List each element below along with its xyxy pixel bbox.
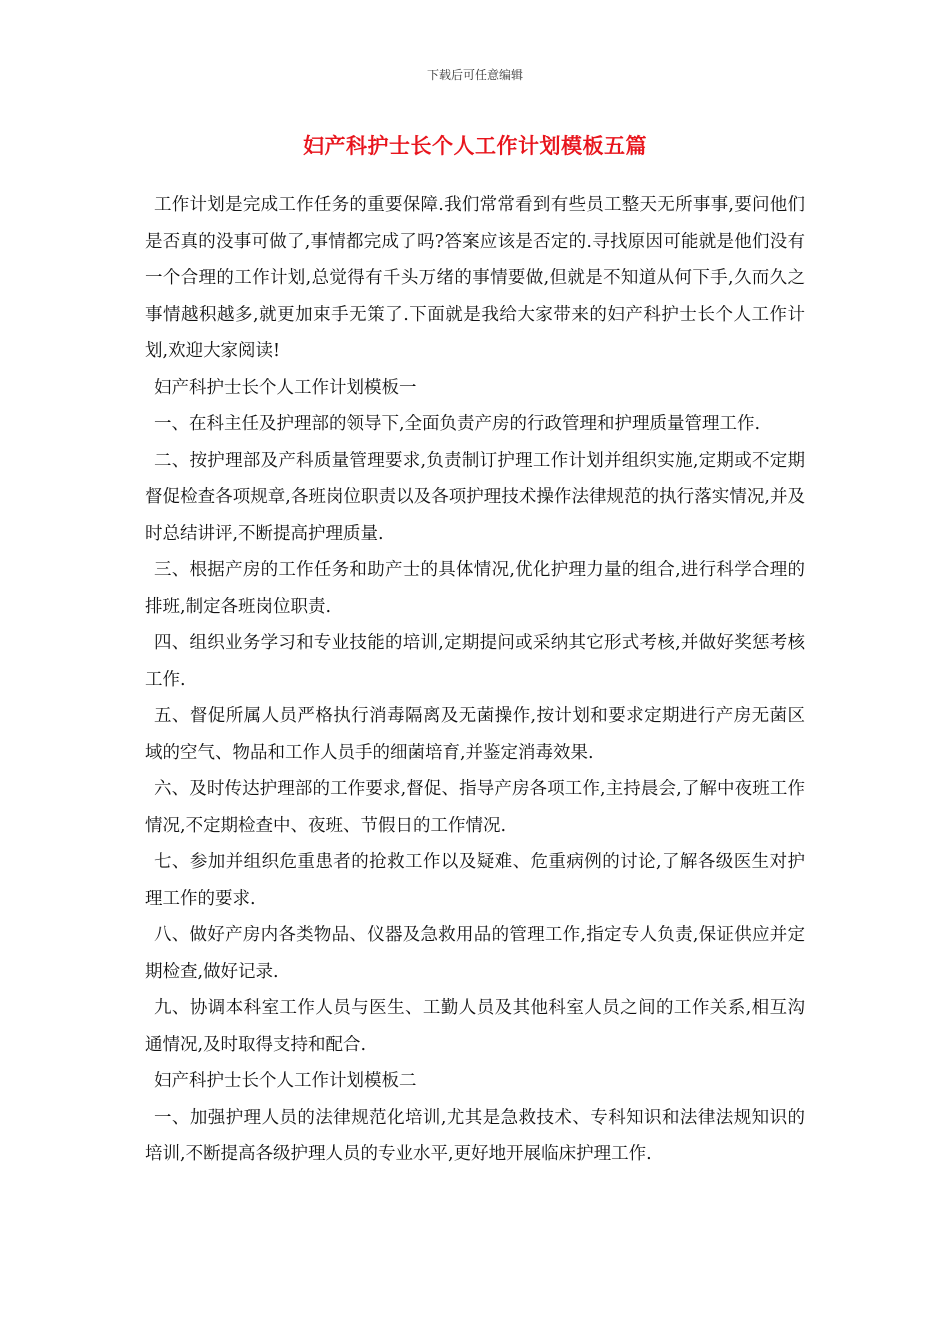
list-item: 九、协调本科室工作人员与医生、工勤人员及其他科室人员之间的工作关系,相互沟通情况,及时取得支持和配合.	[145, 998, 805, 1055]
list-item: 一、在科主任及护理部的领导下,全面负责产房的行政管理和护理质量管理工作.	[154, 414, 761, 434]
list-item: 二、按护理部及产科质量管理要求,负责制订护理工作计划并组织实施,定期或不定期督促检查各项规章,各班岗位职责以及各项护理技术操作法律规范的执行落实情况,并及时总结讲评,不断提高护理质量.	[145, 450, 805, 544]
list-item: 七、参加并组织危重患者的抢救工作以及疑难、危重病例的讨论,了解各级医生对护理工作的要求.	[145, 852, 805, 909]
list-item: 一、加强护理人员的法律规范化培训,尤其是急救技术、专科知识和法律法规知识的培训,不断提高各级护理人员的专业水平,更好地开展临床护理工作.	[145, 1107, 805, 1164]
list-item: 八、做好产房内各类物品、仪器及急救用品的管理工作,指定专人负责,保证供应并定期检查,做好记录.	[145, 925, 805, 982]
document-body	[145, 187, 805, 1173]
list-item: 六、及时传达护理部的工作要求,督促、指导产房各项工作,主持晨会,了解中夜班工作情况,不定期检查中、夜班、节假日的工作情况.	[145, 779, 805, 836]
section-heading-template-1: 妇产科护士长个人工作计划模板一	[154, 377, 417, 398]
section-heading-template-2: 妇产科护士长个人工作计划模板二	[154, 1071, 417, 1091]
header-note: 下载后可任意编辑	[426, 68, 523, 82]
list-item: 五、督促所属人员严格执行消毒隔离及无菌操作,按计划和要求定期进行产房无菌区域的空气、物品和工作人员手的细菌培育,并鉴定消毒效果.	[145, 706, 805, 763]
document-title: 妇产科护士长个人工作计划模板五篇	[303, 133, 647, 158]
list-item: 三、根据产房的工作任务和助产士的具体情况,优化护理力量的组合,进行科学合理的排班,制定各班岗位职责.	[145, 560, 805, 617]
intro-paragraph: 工作计划是完成工作任务的重要保障.我们常常看到有些员工整天无所事事,要问他们是否真的没事可做了,事情都完成了吗?答案应该是否定的.寻找原因可能就是他们没有一个合理的工作计划,总觉得有千头万绪的事情要做,但就是不知道从何下手,久而久之事情越积越多,就更加束手无策了.下面就是我给大家带来的妇产科护士长个人工作计划,欢迎大家阅读!	[145, 195, 805, 361]
list-item: 四、组织业务学习和专业技能的培训,定期提问或采纳其它形式考核,并做好奖惩考核工作.	[145, 633, 805, 690]
